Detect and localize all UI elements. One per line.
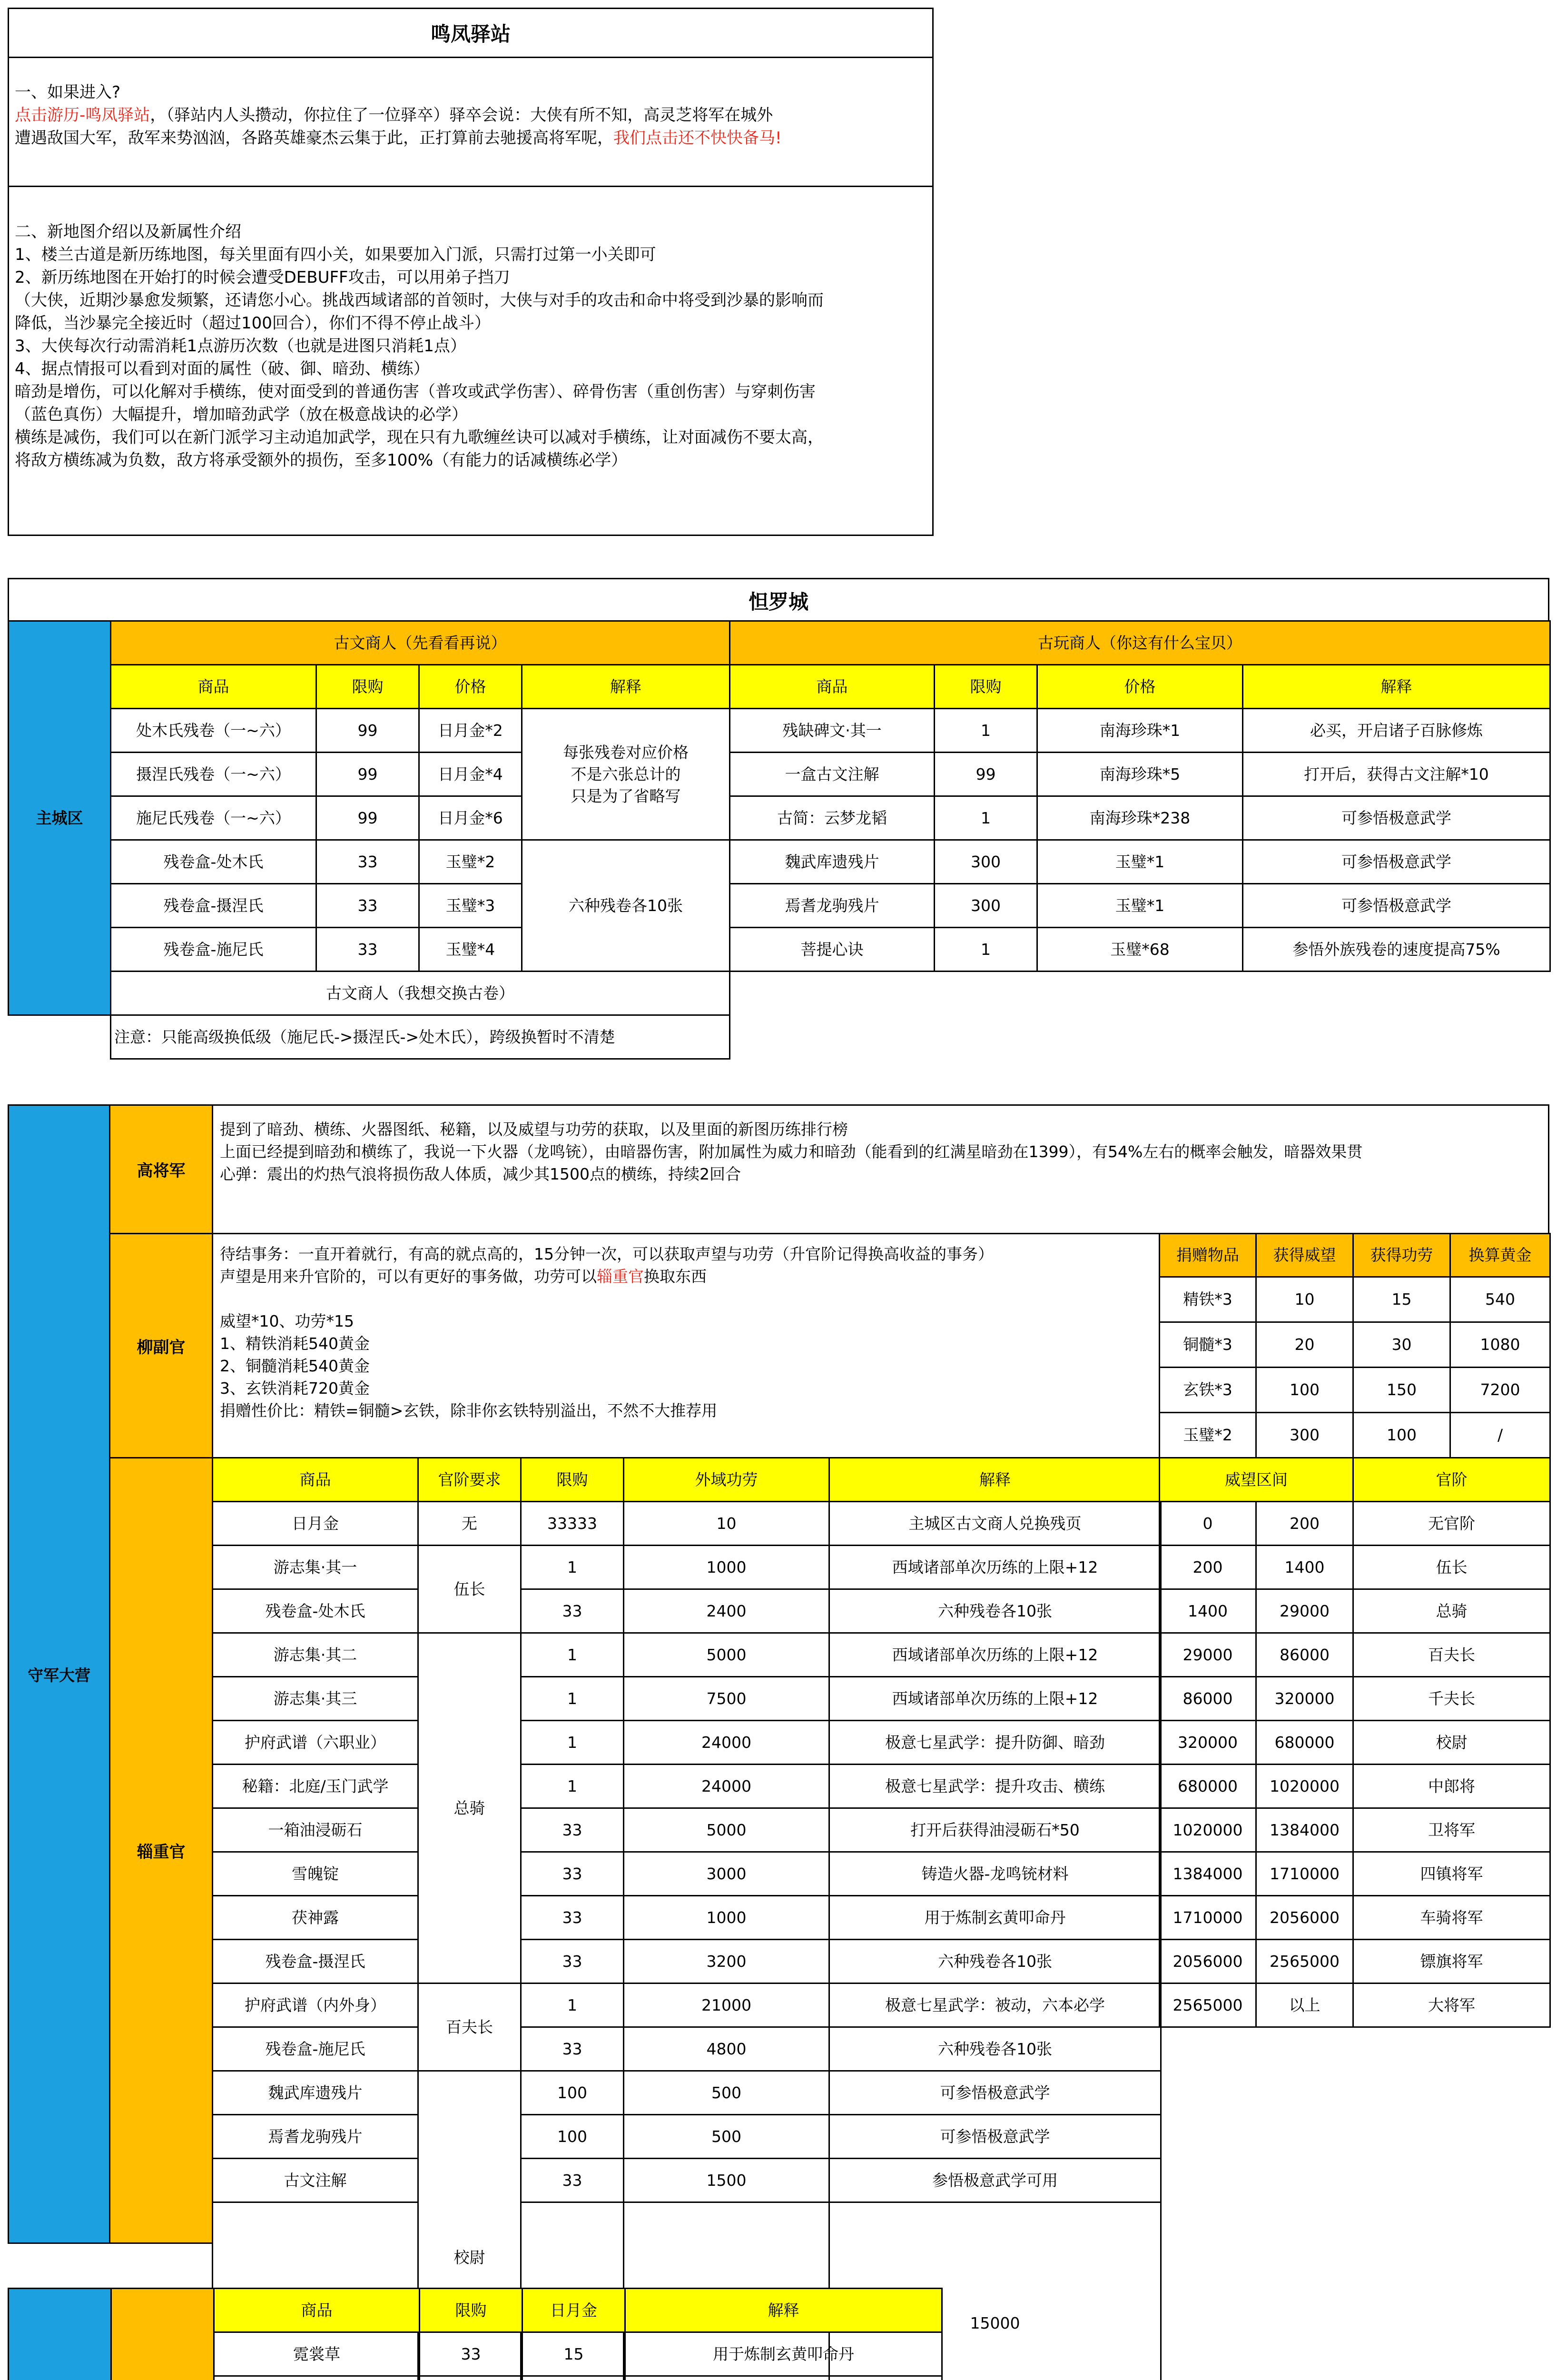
table-row: 残卷盒-处木氏 33 玉璧*2 六种残卷各10张 魏武库遗残片 300 玉璧*1 可参悟极意武学 xyxy=(9,840,1550,884)
table-row: 86000 320000 千夫长 xyxy=(1160,1677,1550,1721)
table-row: 680000 1020000 中郎将 xyxy=(1160,1765,1550,1808)
table-row: 处木氏残卷（一~六） 99 日月金*2 每张残卷对应价格 不是六张总计的 只是为了省略写 残缺碑文·其一 1 南海珍珠*1 必买，开启诸子百脉修炼 xyxy=(9,709,1550,753)
table-row: 摄涅氏残卷（一~六） 99 日月金*4 一盒古文注解 99 南海珍珠*5 打开后，获得古文注解*10 xyxy=(9,753,1550,796)
donation-table: 捐赠物品 获得威望 获得功劳 换算黄金 精铁*3 10 15 540 铜髓*3 20 30 1080 玄铁*3 100 150 7200 玉璧*2 300 100 / xyxy=(1159,1233,1551,1458)
table-row: 0 200 无官阶 xyxy=(1160,1502,1550,1546)
table-row: 残卷盒-施尼氏 33 4800 六种残卷各10张 xyxy=(213,2027,1161,2071)
table-row: 护府武谱（内外身） 百夫长 1 21000 极意七星武学：被动，六本必学 xyxy=(213,1983,1161,2027)
gao-text: 提到了暗劲、横练、火器图纸、秘籍，以及威望与功劳的获取，以及里面的新图历练排行榜 上面已经提到暗劲和横练了，我说一下火器（龙鸣铳），由暗器伤害，附加属性为威力和暗劲（能看到的红满星暗劲在1399），有54%左右的概率会触发，暗器效果贯 心弹：震出的灼热气浪将损伤敌人体质，减少其1500点的横练，持续2回合 xyxy=(212,1104,1549,1234)
section-mingfeng xyxy=(8,8,934,536)
table-row: 200 1400 伍长 xyxy=(1160,1546,1550,1589)
merchant-header-1: 古文商人（先看看再说） xyxy=(111,621,730,665)
new-map-intro: 二、新地图介绍以及新属性介绍 1、楼兰古道是新历练地图，每关里面有四小关，如果要加入门派，只需打过第一小关即可 2、新历练地图在开始打的时候会遭受DEBUFF攻击，可以用弟子挡刀 （大侠，近期沙暴愈发频繁，还请您小心。挑战西域诸部的首领时，大侠与对手的攻击和命中将受到沙暴的影响而 降低，当沙暴完全接近时（超过100回合），你们不得不停止战斗） 3、大侠每次行动需消耗1点游历次数（也就是进图只消耗1点） 4、据点情报可以看到对面的属性（破、御、暗劲、横练） 暗劲是增伤，可以化解对手横练，使对面受到的普通伤害（普攻或武学伤害）、碎骨伤害（重创伤害）与穿刺伤害 （蓝色真伤）大幅提升，增加暗劲武学（放在极意战诀的必学） 横练是减伤，我们可以在新门派学习主动追加武学，现在只有九歌缠丝诀可以减对手横练，让对面减伤不要太高， 将敌方横练减为负数，敌方将承受额外的损伤，至多100%（有能力的话减横练必学） xyxy=(15,222,824,470)
trade-table: 商品 限购 日月金 解释 霓裳草 33 15 用于炼制玄黄叩命丹 xyxy=(8,2288,943,2380)
table-row: 铜髓*3 20 30 1080 xyxy=(1160,1322,1550,1368)
table-row: 残卷盒-处木氏 33 2400 六种残卷各10张 xyxy=(213,1589,1161,1633)
table-row: 霓裳草 33 15 用于炼制玄黄叩命丹 xyxy=(9,2332,942,2376)
daluo-table: 主城区 古文商人（先看看再说） 古玩商人（你这有什么宝贝） 商品 限购 价格 解释 商品 限购 价格 解释 处木氏残卷（一~六） 99 日月金*2 每张残卷对应价格 不是六张总计的 只是为了省略写 残缺碑文·其一 1 南海珍珠*1 必买，开启诸子百脉修炼 摄涅氏残卷（一~六） 99 日月金*4 一盒古文注解 99 南海珍珠*5 打开后，获得古文注解*10 施尼氏残卷（一~六） 99 日月金*6 古简：云梦龙韬 1 南海珍珠*238 可参悟极意武学 残卷盒-处木氏 33 玉璧*2 六种残卷各10张 魏武库遗残片 300 玉璧*1 可参悟极意武学 残卷盒-摄涅氏 33 玉璧*3 焉耆龙驹残片 300 玉璧*1 可参悟极意武学 残卷盒-施尼氏 33 玉璧*4 菩提心诀 1 玉璧*68 参悟外族残卷的速度提高75% 古文商人（我想交换古卷） 注意：只能高级换低级（施尼氏->摄涅氏->处木氏），跨级换暂时不清楚 xyxy=(8,620,1551,1060)
table-row: 游志集·其三 1 7500 西域诸部单次历练的上限+12 xyxy=(213,1677,1161,1721)
zizhong-label: 辎重官 xyxy=(109,1457,213,2244)
side-label: 主城区 xyxy=(9,621,111,1015)
table-row: 320000 680000 校尉 xyxy=(1160,1721,1550,1765)
section-trade-post xyxy=(8,2288,941,2380)
table-row: 29000 86000 百夫长 xyxy=(1160,1633,1550,1677)
table-row: 残卷盒-摄涅氏 33 3200 六种残卷各10张 xyxy=(213,1940,1161,1983)
rank-table: 威望区间 官阶 0 200 无官阶 200 1400 伍长 1400 29000 总骑 29000 86000 百夫长 86000 320000 千夫长 320000 680000 校尉 680000 1020000 中郎将 1020000 1384000 卫将军 1384000 1710000 四镇将军 1710000 2056000 车骑将军 2056000 2565000 镖旗将军 2565000 以上 大将军 xyxy=(1159,1457,1551,2028)
explain-merged-1: 每张残卷对应价格 不是六张总计的 只是为了省略写 xyxy=(522,709,730,840)
table-row: 残卷盒-摄涅氏 33 玉璧*3 焉耆龙驹残片 300 玉璧*1 可参悟极意武学 xyxy=(9,884,1550,928)
table-row: 魏武库遗残片 校尉 100 500 可参悟极意武学 xyxy=(213,2071,1161,2115)
table-row: 日月金 无 33333 10 主城区古文商人兑换残页 xyxy=(213,1502,1161,1546)
table-row: 一箱油浸砺石 33 5000 打开后获得油浸砺石*50 xyxy=(213,1808,1161,1852)
merchant-header-2: 古玩商人（你这有什么宝贝） xyxy=(730,621,1550,665)
table-row: 焉耆龙驹残片 100 500 可参悟极意武学 xyxy=(213,2115,1161,2159)
section-title: 怛罗城 xyxy=(8,578,1549,622)
liu-text: 待结事务：一直开着就行，有高的就点高的，15分钟一次，可以获取声望与功劳（升官阶记得换高收益的事务） 声望是用来升官阶的，可以有更好的事务做，功劳可以辎重官换取东西 威望*10、功劳*15 1、精铁消耗540黄金 2、铜髓消耗540黄金 3、玄铁消耗720黄金 捐赠性价比：精铁=铜髓>玄铁，除非你玄铁特别溢出，不然不大推荐用 xyxy=(212,1233,1160,1458)
table-row: 玉璧*2 300 100 / xyxy=(1160,1413,1550,1458)
side-label: 守军大营 xyxy=(8,1104,110,2244)
zizhong-table: 商品 官阶要求 限购 外域功劳 解释 日月金 无 33333 10 主城区古文商人兑换残页 游志集·其一 伍长 1 1000 西域诸部单次历练的上限+12 残卷盒-处木氏 33 2400 六种残卷各10张 游志集·其二 总骑 1 5000 西域诸部单次历练的上限+12 游志集·其三 1 7500 西域诸部单次历练的上限+12 护府武谱（六职业） 1 24000 极意七星武学：提升防御、暗劲 秘籍：北庭/玉门武学 1 24000 极意七星武学：提升攻击、横练 一箱油浸砺石 33 5000 打开后获得油浸砺石*50 雪魄锭 33 3000 铸造火器-龙鸣铳材料 茯神露 33 1000 用于炼制玄黄叩命丹 残卷盒-摄涅氏 33 3200 六种残卷各10张 护府武谱（内外身） 百夫长 1 21000 极意七星武学：被动，六本必学 残卷盒-施尼氏 33 4800 六种残卷各10张 魏武库遗残片 校尉 100 500 可参悟极意武学 焉耆龙驹残片 100 500 可参悟极意武学 古文注解 33 1500 参悟极意武学可用 图纸：龙鸣铳 中郎将 1 15000 xyxy=(212,1457,1162,2380)
exchange-note: 注意：只能高级换低级（施尼氏->摄涅氏->处木氏），跨级换暂时不清楚 xyxy=(111,1015,730,1059)
table-row: 古文注解 33 1500 参悟极意武学可用 xyxy=(213,2159,1161,2202)
table-row: 玄铁*3 100 150 7200 xyxy=(1160,1368,1550,1413)
table-row: 游志集·其二 总骑 1 5000 西域诸部单次历练的上限+12 xyxy=(213,1633,1161,1677)
table-row: 游志集·其一 伍长 1 1000 西域诸部单次历练的上限+12 xyxy=(213,1546,1161,1589)
table-row: 1400 29000 总骑 xyxy=(1160,1589,1550,1633)
table-row: 护府武谱（六职业） 1 24000 极意七星武学：提升防御、暗劲 xyxy=(213,1721,1161,1765)
table-row: 秘籍：北庭/玉门武学 1 24000 极意七星武学：提升攻击、横练 xyxy=(213,1765,1161,1808)
table-row: 1020000 1384000 卫将军 xyxy=(1160,1808,1550,1852)
table-row: 雪魄锭 33 3000 铸造火器-龙鸣铳材料 xyxy=(213,1852,1161,1896)
table-row: 1710000 2056000 车骑将军 xyxy=(1160,1896,1550,1940)
merchant-label xyxy=(111,2289,214,2380)
table-row: 2565000 以上 大将军 xyxy=(1160,1983,1550,2027)
table-row: 1384000 1710000 四镇将军 xyxy=(1160,1852,1550,1896)
table-row: 图纸：龙鸣铳 中郎将 1 15000 xyxy=(213,2202,1161,2380)
section-title: 鸣凤驿站 xyxy=(9,9,932,58)
intro-heading: 一、如果进入? xyxy=(15,83,121,102)
explain-merged-2: 六种残卷各10张 xyxy=(522,840,730,972)
section-daluo xyxy=(8,578,1549,1060)
gao-label: 高将军 xyxy=(109,1104,213,1234)
intro-link[interactable]: 点击游历-鸣凤驿站 xyxy=(15,106,150,125)
table-row: 残卷盒-施尼氏 33 玉璧*4 菩提心诀 1 玉璧*68 参悟外族残卷的速度提高75% xyxy=(9,928,1550,972)
table-row: 2056000 2565000 镖旗将军 xyxy=(1160,1940,1550,1983)
liu-label: 柳副官 xyxy=(109,1233,213,1458)
intro-link-2[interactable]: 我们点击还不快快备马! xyxy=(613,129,782,148)
merchant-header-3: 古文商人（我想交换古卷） xyxy=(111,972,730,1015)
zizhong-link[interactable]: 辎重官 xyxy=(597,1267,644,1286)
side-label xyxy=(9,2289,111,2380)
table-row: 茯神露 33 1000 用于炼制玄黄叩命丹 xyxy=(213,1896,1161,1940)
intro-paragraph: 一、如果进入? 点击游历-鸣凤驿站，（驿站内人头攒动，你拉住了一位驿卒）驿卒会说：大侠有所不知，高灵芝将军在城外 遭遇敌国大军，敌军来势汹汹，各路英雄豪杰云集于此，正打算前去驰援高将军呢，我们点击还不快快备马! xyxy=(9,58,932,187)
table-row: 精铁*3 10 15 540 xyxy=(1160,1277,1550,1322)
table-row: 施尼氏残卷（一~六） 99 日月金*6 古简：云梦龙韬 1 南海珍珠*238 可参悟极意武学 xyxy=(9,796,1550,840)
